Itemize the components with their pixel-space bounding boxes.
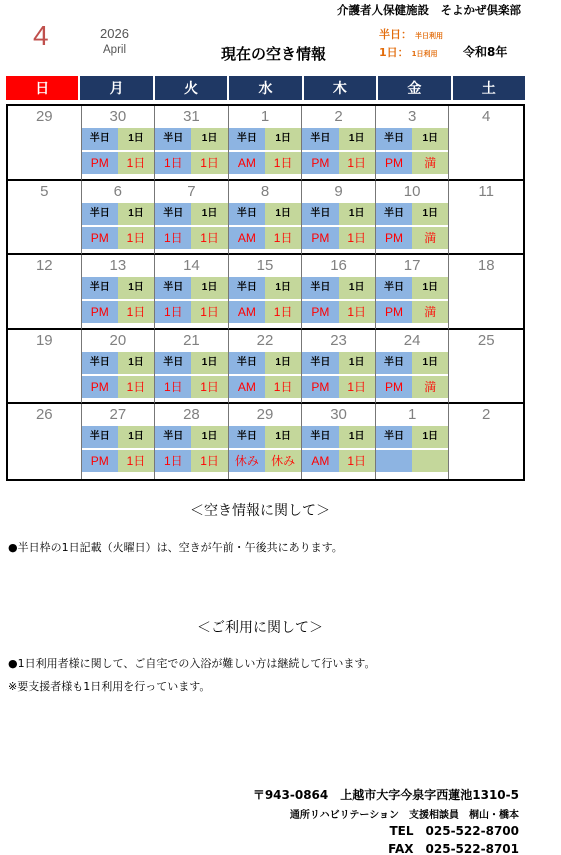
availability-status: 1日: [191, 376, 227, 398]
day-number: 10: [403, 182, 421, 200]
availability-status: 1日: [265, 301, 301, 323]
legend-full-note: 1日利用: [411, 50, 438, 58]
slot-type-label: 半日: [82, 203, 118, 225]
slot-type-label: 1日: [339, 203, 375, 225]
slot-type-label: 1日: [118, 352, 154, 374]
availability-status: 1日: [191, 227, 227, 249]
slot-type-label: 1日: [339, 426, 375, 448]
day-cell: [155, 181, 229, 256]
availability-status: AM: [229, 227, 265, 249]
slot-type-label: 半日: [229, 426, 265, 448]
availability-status: 1日: [191, 301, 227, 323]
day-cell: [302, 106, 376, 181]
day-cell: [229, 255, 303, 330]
slot-type-label: 半日: [82, 277, 118, 299]
weekday-4: 木: [304, 76, 376, 100]
day-number: 16: [330, 257, 347, 275]
slot-type-label: 1日: [412, 426, 448, 448]
availability-status: 満: [412, 301, 448, 323]
availability-status: PM: [376, 152, 412, 174]
availability-status: PM: [82, 376, 118, 398]
slot-type-label: 1日: [412, 352, 448, 374]
availability-status: 1日: [118, 152, 154, 174]
availability-status: 1日: [339, 450, 375, 472]
availability-status: 1日: [265, 376, 301, 398]
slot-type-label: 半日: [82, 426, 118, 448]
availability-status: PM: [302, 152, 338, 174]
day-cell: [376, 106, 450, 181]
slot-type-label: 半日: [376, 352, 412, 374]
day-cell: [302, 330, 376, 405]
availability-status: 1日: [118, 301, 154, 323]
slot-type-label: 1日: [412, 277, 448, 299]
day-cell: [302, 181, 376, 256]
slot-type-label: 半日: [155, 128, 191, 150]
slot-type-label: 半日: [82, 128, 118, 150]
slot-type-label: 1日: [118, 128, 154, 150]
vacancy-note: ●半日枠の1日記載（火曜日）は、空きが午前・午後共にあります。: [8, 541, 343, 554]
availability-status: PM: [376, 376, 412, 398]
availability-status: 1日: [155, 152, 191, 174]
availability-status: AM: [302, 450, 338, 472]
slot-type-label: 半日: [155, 203, 191, 225]
availability-status: PM: [302, 376, 338, 398]
day-number: 9: [334, 182, 343, 200]
day-cell: [82, 404, 156, 479]
era-year: 令和8年: [463, 45, 508, 59]
slot-type-label: 半日: [155, 426, 191, 448]
day-number: 20: [109, 331, 127, 349]
availability-status: 1日: [118, 450, 154, 472]
day-cell: [449, 330, 523, 405]
month-english: April: [103, 44, 127, 56]
legend-half-label: 半日：: [379, 28, 412, 41]
day-cell: [82, 330, 156, 405]
day-cell: [229, 330, 303, 405]
slot-type-label: 1日: [191, 426, 227, 448]
availability-status: 満: [412, 376, 448, 398]
slot-type-label: 1日: [265, 203, 301, 225]
slot-type-label: 半日: [229, 203, 265, 225]
day-cell: [376, 255, 450, 330]
availability-status: 1日: [339, 227, 375, 249]
day-number: 1: [260, 108, 270, 125]
slot-type-label: 1日: [191, 203, 227, 225]
availability-status: 1日: [339, 152, 375, 174]
slot-type-label: 半日: [376, 277, 412, 299]
day-number: 29: [256, 406, 274, 424]
availability-status: PM: [82, 301, 118, 323]
day-number: 30: [109, 108, 127, 125]
month-number: 4: [33, 20, 49, 51]
usage-note-bathing: ●1日利用者様に関して、ご自宅での入浴が難しい方は継続して行います。: [8, 657, 376, 670]
day-number: 6: [113, 182, 123, 200]
availability-status: PM: [376, 301, 412, 323]
slot-type-label: 半日: [302, 352, 338, 374]
slot-type-label: 1日: [191, 352, 227, 374]
availability-status: AM: [229, 376, 265, 398]
day-number: 22: [256, 331, 274, 349]
day-number: 8: [260, 182, 270, 200]
day-cell: [82, 106, 156, 181]
day-cell: [449, 181, 523, 256]
slot-type-label: 1日: [412, 128, 448, 150]
day-cell: [376, 330, 450, 405]
usage-section-title: ＜ご利用に関して＞: [197, 620, 323, 636]
availability-status: AM: [229, 152, 265, 174]
weekday-3: 水: [229, 76, 301, 100]
availability-status: 1日: [339, 301, 375, 323]
slot-type-label: 半日: [376, 203, 412, 225]
slot-type-label: 半日: [376, 128, 412, 150]
slot-type-label: 1日: [191, 277, 227, 299]
page-title: 現在の空き情報: [221, 45, 327, 63]
availability-status: [412, 450, 448, 472]
facility-name: 介護者人保健施設 そよかぜ倶楽部: [337, 3, 521, 17]
day-number: 14: [183, 257, 200, 275]
day-number: 19: [35, 331, 53, 349]
availability-status: 1日: [118, 227, 154, 249]
slot-type-label: 1日: [265, 128, 301, 150]
day-number: 4: [482, 108, 491, 125]
footer-tel: TEL 025-522-8700: [389, 824, 519, 838]
slot-type-label: 半日: [155, 352, 191, 374]
day-cell: [8, 330, 82, 405]
day-cell: [302, 255, 376, 330]
day-cell: [8, 404, 82, 479]
day-number: 21: [183, 331, 200, 349]
availability-status: 1日: [155, 227, 191, 249]
day-number: 26: [35, 406, 53, 424]
day-cell: [302, 404, 376, 479]
slot-type-label: 1日: [265, 277, 301, 299]
day-cell: [376, 404, 450, 479]
slot-type-label: 1日: [191, 128, 227, 150]
availability-status: [376, 450, 412, 472]
weekday-0: 日: [6, 76, 78, 100]
footer-staff: 通所リハビリテーション 支援相談員 桐山・橋本: [289, 810, 519, 821]
year-label: 2026: [100, 26, 129, 41]
day-cell: [449, 106, 523, 181]
availability-status: 満: [412, 152, 448, 174]
day-number: 13: [109, 257, 127, 275]
availability-status: 1日: [265, 227, 301, 249]
weekday-2: 火: [155, 76, 227, 100]
availability-status: 1日: [339, 376, 375, 398]
day-cell: [449, 404, 523, 479]
legend-half-note: 半日利用: [415, 32, 443, 40]
slot-type-label: 半日: [376, 426, 412, 448]
slot-type-label: 半日: [229, 277, 265, 299]
weekday-5: 金: [378, 76, 450, 100]
legend-full-label: 1日：: [379, 46, 409, 59]
legend-full-day: [379, 44, 438, 60]
day-number: 15: [256, 257, 274, 275]
day-number: 28: [183, 406, 200, 424]
day-number: 3: [407, 108, 417, 125]
day-cell: [82, 181, 156, 256]
availability-status: 休み: [229, 450, 265, 472]
day-cell: [155, 330, 229, 405]
weekday-6: 土: [453, 76, 525, 100]
availability-status: PM: [302, 301, 338, 323]
day-number: 2: [482, 406, 491, 424]
availability-status: 1日: [118, 376, 154, 398]
slot-type-label: 1日: [265, 352, 301, 374]
availability-status: 1日: [191, 450, 227, 472]
day-number: 23: [330, 331, 347, 349]
day-number: 11: [478, 182, 494, 200]
availability-status: PM: [302, 227, 338, 249]
availability-status: 満: [412, 227, 448, 249]
day-cell: [449, 255, 523, 330]
day-number: 5: [40, 182, 49, 200]
day-cell: [155, 404, 229, 479]
availability-status: 1日: [155, 450, 191, 472]
usage-note-support: ※要支援者様も1日利用を行っています。: [8, 680, 211, 693]
availability-status: PM: [82, 450, 118, 472]
vacancy-section-title: ＜空き情報に関して＞: [190, 503, 330, 519]
day-cell: [229, 404, 303, 479]
slot-type-label: 1日: [339, 128, 375, 150]
day-cell: [376, 181, 450, 256]
slot-type-label: 半日: [302, 203, 338, 225]
slot-type-label: 半日: [229, 128, 265, 150]
day-cell: [8, 106, 82, 181]
calendar-grid: [6, 104, 525, 481]
slot-type-label: 半日: [302, 128, 338, 150]
footer-fax: FAX 025-522-8701: [388, 842, 519, 855]
day-number: 7: [187, 182, 196, 200]
day-number: 29: [35, 108, 53, 125]
legend-half-day: [379, 26, 443, 42]
availability-status: 1日: [191, 152, 227, 174]
weekday-1: 月: [80, 76, 152, 100]
slot-type-label: 半日: [82, 352, 118, 374]
availability-status: PM: [82, 152, 118, 174]
slot-type-label: 半日: [229, 352, 265, 374]
footer-address: 〒943-0864 上越市大字今泉字西蓮池1310-5: [252, 788, 519, 802]
availability-status: AM: [229, 301, 265, 323]
day-cell: [155, 255, 229, 330]
availability-status: PM: [82, 227, 118, 249]
day-cell: [155, 106, 229, 181]
day-cell: [8, 181, 82, 256]
day-number: 17: [403, 257, 421, 275]
slot-type-label: 1日: [118, 203, 154, 225]
slot-type-label: 1日: [339, 277, 375, 299]
slot-type-label: 1日: [339, 352, 375, 374]
slot-type-label: 半日: [155, 277, 191, 299]
availability-status: 1日: [155, 301, 191, 323]
availability-status: 休み: [265, 450, 301, 472]
slot-type-label: 1日: [265, 426, 301, 448]
day-cell: [229, 181, 303, 256]
day-number: 30: [330, 406, 347, 424]
day-number: 25: [477, 331, 495, 349]
day-number: 31: [183, 108, 200, 125]
day-cell: [229, 106, 303, 181]
weekday-header-row: [6, 76, 525, 100]
availability-status: 1日: [265, 152, 301, 174]
day-number: 24: [403, 331, 421, 349]
slot-type-label: 1日: [412, 203, 448, 225]
slot-type-label: 1日: [118, 426, 154, 448]
slot-type-label: 1日: [118, 277, 154, 299]
availability-status: 1日: [155, 376, 191, 398]
day-number: 1: [407, 406, 417, 424]
availability-status: PM: [376, 227, 412, 249]
day-cell: [82, 255, 156, 330]
slot-type-label: 半日: [302, 277, 338, 299]
slot-type-label: 半日: [302, 426, 338, 448]
day-number: 12: [35, 257, 53, 275]
day-cell: [8, 255, 82, 330]
day-number: 27: [109, 406, 127, 424]
day-number: 2: [334, 108, 343, 125]
day-number: 18: [477, 257, 495, 275]
